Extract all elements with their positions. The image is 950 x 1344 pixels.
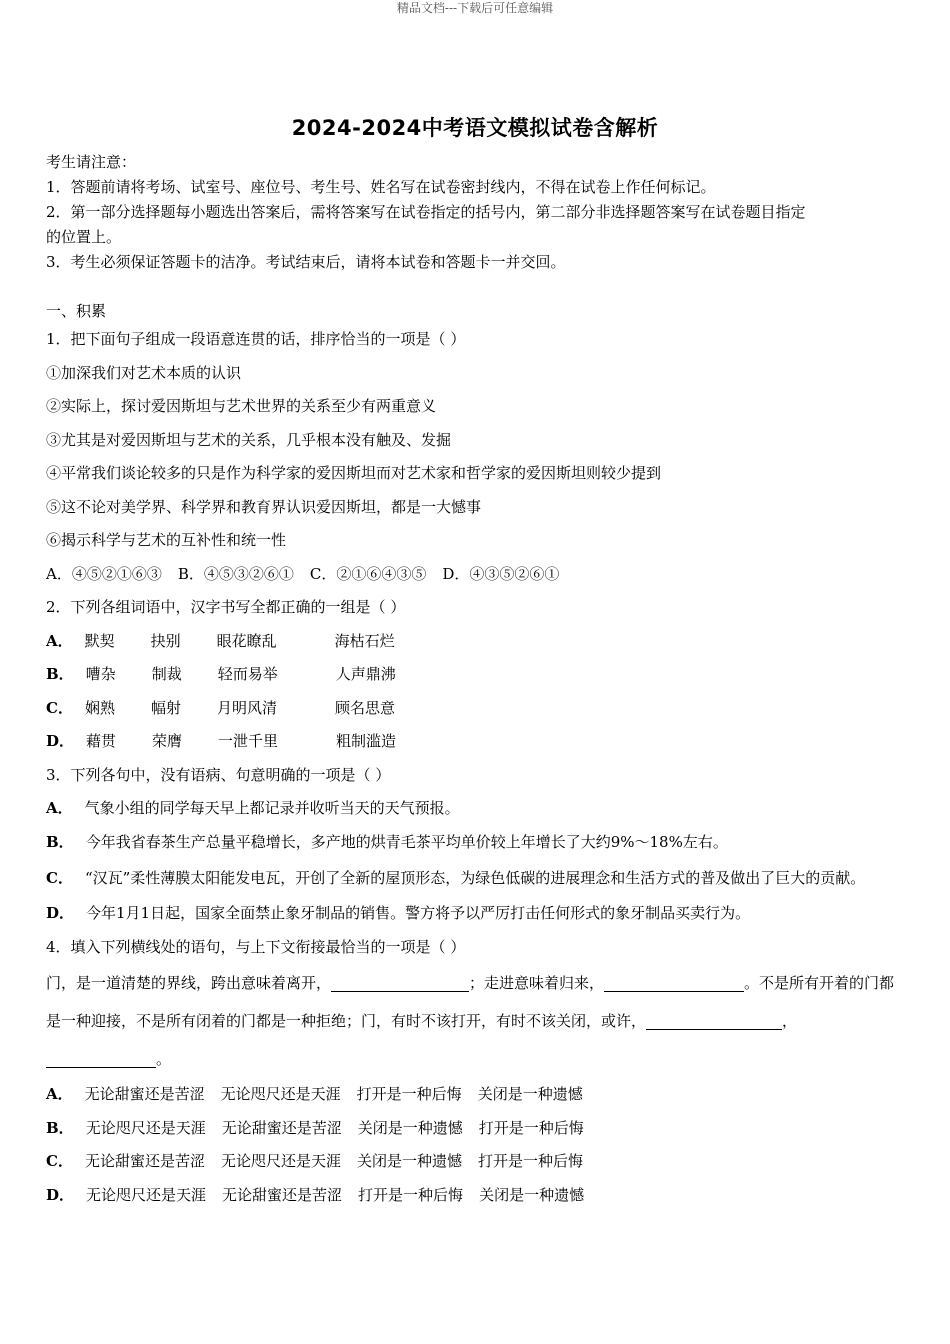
q2-option-b[interactable] [46,658,906,692]
q3-option-c[interactable] [46,859,906,897]
q1-option-b[interactable]: B．④⑤③②⑥① [177,564,294,583]
q2-option-d[interactable] [46,725,906,759]
q2-option-a[interactable] [46,625,906,659]
option-text: 气象小组的同学每天早上都记录并收听当天的天气预报。 [84,799,460,817]
word: 抉别 [150,631,181,650]
option-text: 今年1月1日起，国家全面禁止象牙制品的销售。警方将予以严厉打击任何形式的象牙制品买卖行为。 [86,904,751,922]
option-part: 关闭是一种遗憾 [356,1152,462,1170]
word: 荣膺 [152,732,183,750]
word: 人声鼎沸 [335,665,396,683]
page-title: 2024-2024中考语文模拟试卷含解析 [291,116,659,140]
option-part: 无论甜蜜还是苦涩 [222,1185,343,1204]
notice-heading: 考生请注意： [46,153,137,171]
q1-sentence: ③尤其是对爱因斯坦与艺术的关系，几乎根本没有触及、发掘 [46,430,452,449]
option-part: 无论咫尺还是天涯 [85,1118,206,1137]
q1-option-a[interactable]: A．④⑤②①⑥③ [46,564,162,583]
word: 幅射 [150,698,181,717]
q1-sentence: ②实际上，探讨爱因斯坦与艺术世界的关系至少有两重意义 [46,397,437,415]
q4-option-b[interactable] [46,1112,906,1146]
q1-sentence: ⑥揭示科学与艺术的互补性和统一性 [46,531,287,549]
option-part: 打开是一种后悔 [478,1152,584,1170]
option-label: A． [46,631,73,650]
word: 娴熟 [84,698,115,717]
question-1-stem: 1．把下面句子组成一段语意连贯的话，排序恰当的一项是（ ） [46,330,466,348]
option-label: C． [46,869,73,887]
q4-option-a[interactable] [46,1078,906,1112]
blank-1[interactable] [331,973,469,992]
option-part: 无论咫尺还是天涯 [220,1152,341,1170]
word: 月明风清 [216,698,277,717]
notice-item: 1．答题前请将考场、试室号、座位号、考生号、姓名写在试卷密封线内，不得在试卷上作任何标记。 [46,178,716,196]
option-part: 关闭是一种遗憾 [357,1118,463,1137]
page-header: 精品文档---下载后可任意编辑 [396,1,554,15]
notice-item: 3．考生必须保证答题卡的洁净。考试结束后，请将本试卷和答题卡一并交回。 [46,253,566,271]
blank-3[interactable] [646,1011,782,1030]
option-label: D． [46,732,75,750]
option-text: “汉瓦”柔性薄膜太阳能发电瓦，开创了全新的屋顶形态，为绿色低碳的进展理念和生活方式的普及做出了巨大的贡献。 [84,869,866,887]
q4-passage [46,964,906,1078]
word: 眼花瞭乱 [216,631,277,650]
q1-sentence: ④平常我们谈论较多的只是作为科学家的爱因斯坦而对艺术家和哲学家的爱因斯坦则较少提到 [46,464,662,482]
passage-text: 。 [156,1050,172,1068]
option-label: A． [46,1085,73,1103]
question-2-stem: 2．下列各组词语中，汉字书写全都正确的一组是（ ） [46,598,406,616]
option-label: D． [46,904,75,922]
section-heading: 一、积累 [46,302,107,320]
option-part: 无论咫尺还是天涯 [86,1185,207,1204]
word: 轻而易举 [217,665,278,683]
word: 顾名思意 [334,698,395,717]
word: 一泄千里 [218,732,279,750]
word: 制裁 [151,665,182,683]
option-part: 关闭是一种遗憾 [477,1085,583,1103]
document-body [46,150,906,1212]
option-part: 打开是一种后悔 [478,1118,584,1137]
notice-item: 的位置上。 [46,228,122,246]
word: 嘈杂 [85,665,116,683]
option-part: 无论甜蜜还是苦涩 [84,1152,205,1170]
q4-option-c[interactable] [46,1145,906,1179]
notice-item: 2．第一部分选择题每小题选出答案后，需将答案写在试卷指定的括号内，第二部分非选择题答案写在试卷题目指定 [46,203,806,221]
word: 默契 [84,631,115,650]
q1-options [46,558,906,592]
option-part: 关闭是一种遗憾 [479,1185,585,1204]
q1-option-c[interactable]: C．②①⑥④③⑤ [309,564,427,583]
passage-text: 。不是所有开着的门都是一种迎接，不是所有闭着的门都是一种拒绝；门，有时不该打开，有时不该关闭，或许， [46,974,895,1030]
notice-block [46,150,906,275]
option-part: 无论甜蜜还是苦涩 [84,1085,205,1103]
option-label: C． [46,1152,73,1170]
q3-option-d[interactable] [46,897,906,931]
passage-text: ， [782,1012,798,1030]
passage-text: 门，是一道清楚的界线，跨出意味着离开， [46,974,332,992]
q1-sentence: ⑤这不论对美学界、科学界和教育界认识爱因斯坦，都是一大憾事 [46,497,482,516]
option-part: 无论甜蜜还是苦涩 [221,1118,342,1137]
option-label: B． [46,1118,74,1137]
q3-option-a[interactable] [46,792,906,826]
option-label: D． [46,1185,75,1204]
passage-text: ；走进意味着归来， [469,974,605,992]
blank-2[interactable] [604,973,744,992]
q4-option-d[interactable] [46,1179,906,1213]
word: 粗制滥造 [336,732,397,750]
option-label: B． [46,665,74,683]
question-3-stem: 3．下列各句中，没有语病、句意明确的一项是（ ） [46,765,391,784]
option-part: 打开是一种后悔 [358,1185,464,1204]
question-4-stem: 4．填入下列横线处的语句，与上下文衔接最恰当的一项是（ ） [46,937,466,956]
q1-sentence: ①加深我们对艺术本质的认识 [46,363,242,382]
q3-option-b[interactable] [46,826,906,860]
q1-option-d[interactable]: D．④③⑤②⑥① [442,564,560,583]
option-text: 今年我省春茶生产总量平稳增长，多产地的烘青毛茶平均单价较上年增长了大约9%～18%左右。 [85,832,728,851]
q2-option-c[interactable] [46,692,906,726]
option-part: 无论咫尺还是天涯 [220,1085,341,1103]
blank-4[interactable] [46,1049,156,1068]
option-label: B． [46,832,74,851]
option-label: A． [46,799,73,817]
option-label: C． [46,698,73,717]
word: 藉贯 [86,732,117,750]
option-part: 打开是一种后悔 [356,1085,462,1103]
word: 海枯石烂 [334,631,395,650]
